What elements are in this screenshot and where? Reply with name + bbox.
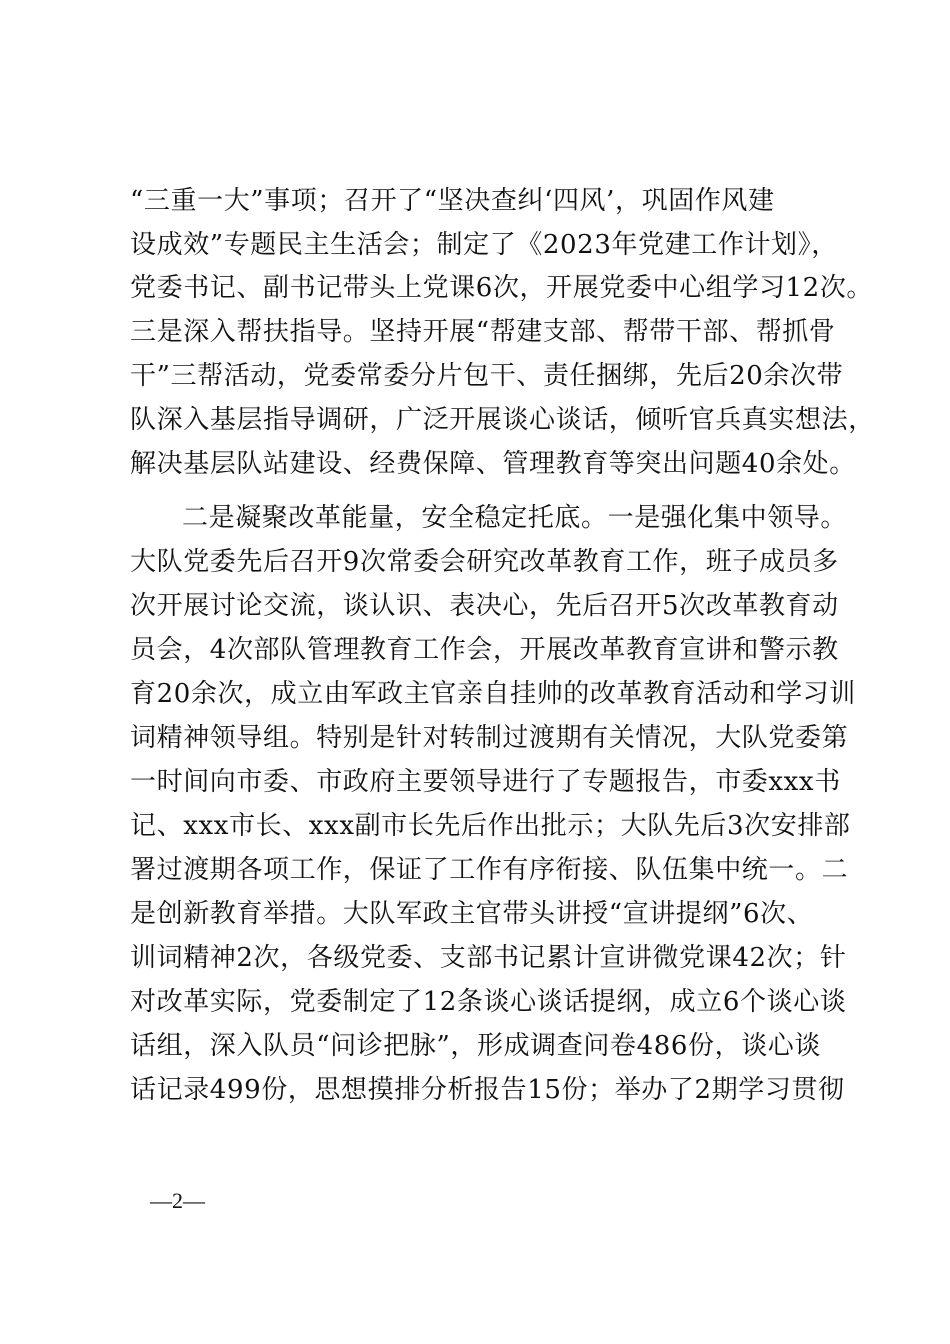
text-line: 育20余次，成立由军政主官亲自挂帅的改革教育活动和学习训 <box>130 679 856 709</box>
text-line: 对改革实际，党委制定了12条谈心谈话提纲，成立6个谈心谈 <box>130 987 847 1017</box>
text-line: 话组，深入队员“问诊把脉”，形成调查问卷486份，谈心谈 <box>130 1031 822 1061</box>
text-line: 署过渡期各项工作，保证了工作有序衔接、队伍集中统一。二 <box>130 855 849 885</box>
paragraph-first-line: 二是凝聚改革能量，安全稳定托底。一是强化集中领导。 <box>182 503 848 533</box>
text-line: 员会，4次部队管理教育工作会，开展改革教育宣讲和警示教 <box>130 635 839 665</box>
text-line: 解决基层队站建设、经费保障、管理教育等突出问题40余处。 <box>130 449 856 479</box>
text-line: 干”三帮活动，党委常委分片包干、责任捆绑，先后20余次带 <box>130 361 844 391</box>
text-line: 三是深入帮扶指导。坚持开展“帮建支部、帮带干部、帮抓骨 <box>130 317 836 347</box>
text-line: 队深入基层指导调研，广泛开展谈心谈话，倾听官兵真实想法， <box>130 405 875 435</box>
text-line: 训词精神2次，各级党委、支部书记累计宣讲微党课42次；针 <box>130 943 847 973</box>
text-line: 记、xxx市长、xxx副市长先后作出批示；大队先后3次安排部 <box>130 811 851 841</box>
text-line: 词精神领导组。特别是针对转制过渡期有关情况，大队党委第 <box>130 723 849 753</box>
page-number: —2— <box>150 1188 205 1213</box>
text-line: 党委书记、副书记带头上党课6次，开展党委中心组学习12次。 <box>130 273 874 303</box>
text-line: 是创新教育举措。大队军政主官带头讲授“宣讲提纲”6次、 <box>130 899 814 929</box>
text-line: 次开展讨论交流，谈认识、表决心，先后召开5次改革教育动 <box>130 591 839 621</box>
text-line: 设成效”专题民主生活会；制定了《2023年党建工作计划》， <box>130 230 838 260</box>
text-line: “三重一大”事项；召开了“坚决查纠‘四风’，巩固作风建 <box>130 186 775 216</box>
text-line: 大队党委先后召开9次常委会研究改革教育工作，班子成员多 <box>130 547 839 577</box>
text-line: 一时间向市委、市政府主要领导进行了专题报告，市委xxx书 <box>130 767 841 797</box>
text-line: 话记录499份，思想摸排分析报告15份；举办了2期学习贯彻 <box>130 1075 845 1105</box>
